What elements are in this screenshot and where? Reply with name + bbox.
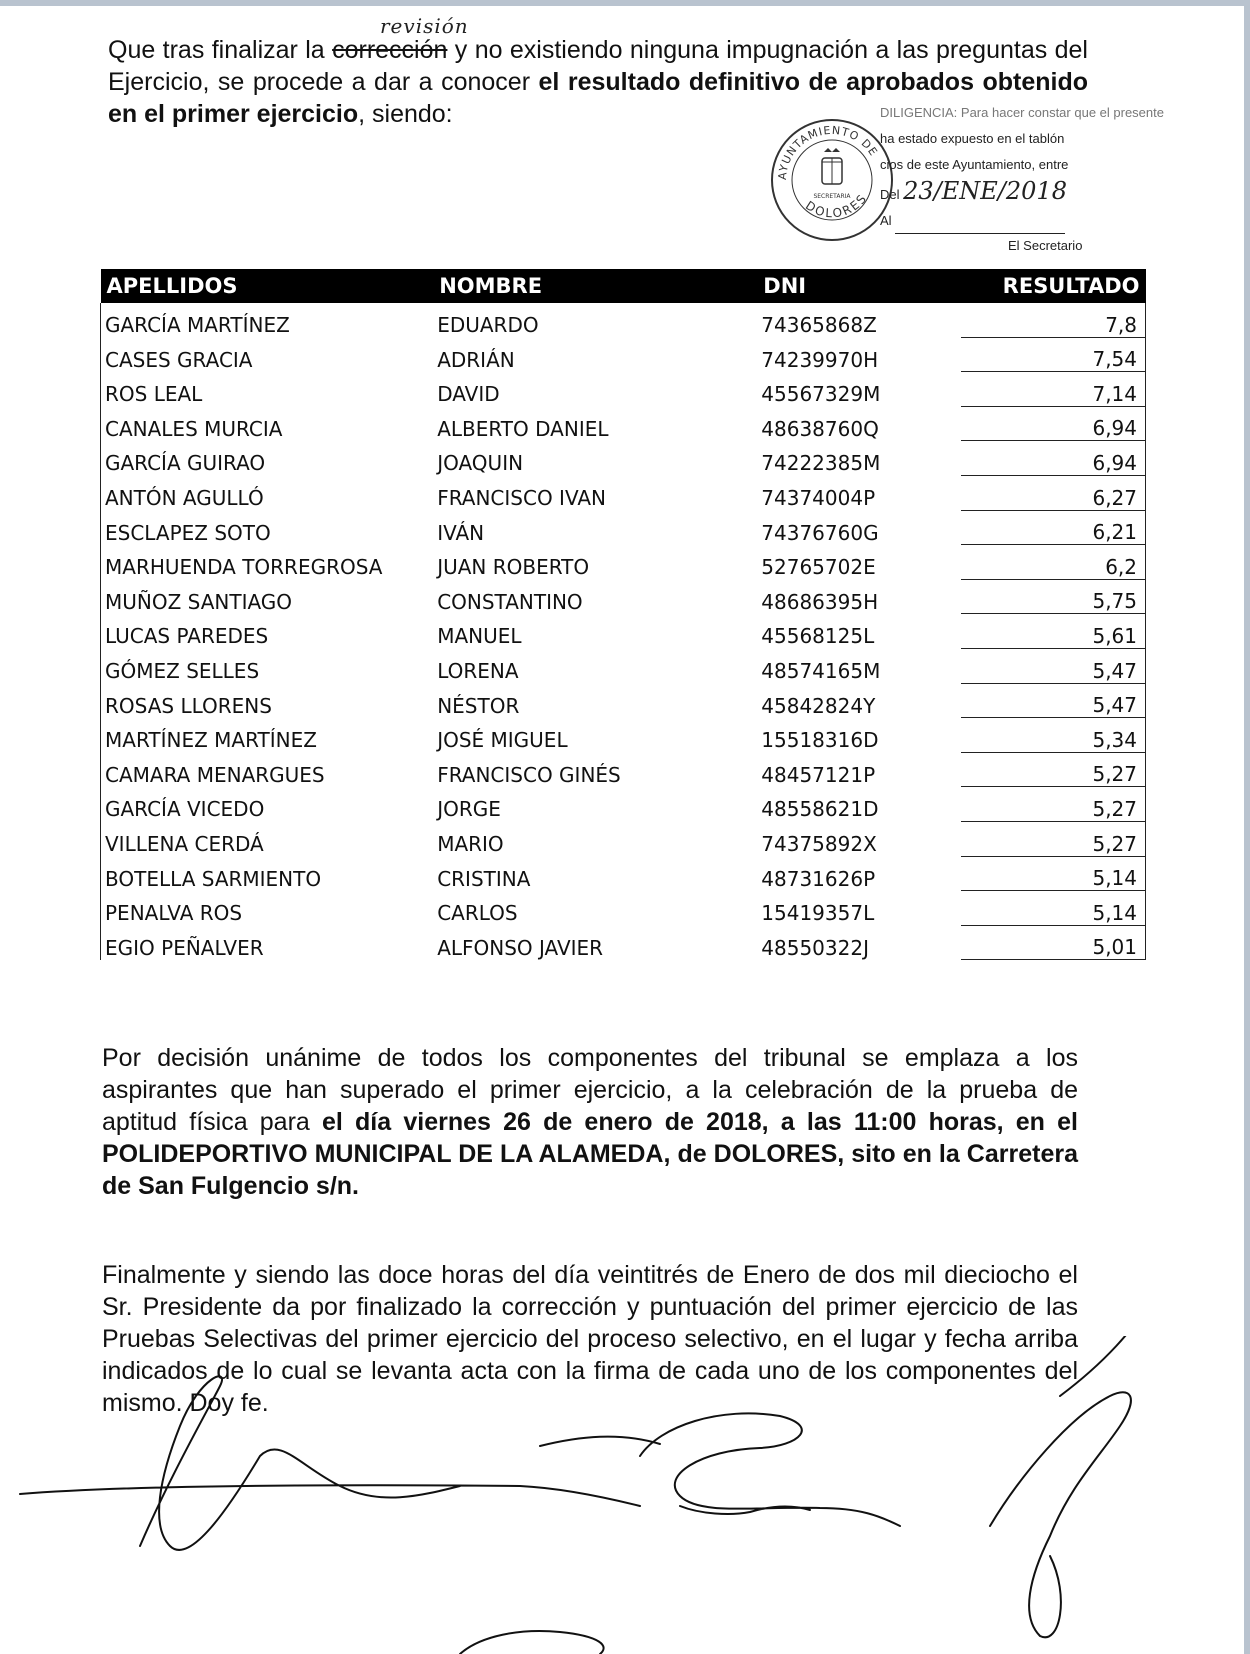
table-row <box>101 856 1146 891</box>
table-row <box>101 303 1146 337</box>
cell-resultado: 5,47 <box>961 683 1145 718</box>
table-row <box>101 545 1146 580</box>
stamp-center-text: SECRETARIA <box>813 193 851 200</box>
table-row <box>101 475 1146 510</box>
table-row <box>101 925 1146 960</box>
table-row <box>101 579 1146 614</box>
cell-apellidos: GARCÍA GUIRAO <box>101 441 434 476</box>
intro-bold: el resultado definitivo de aprobados obtenido en el primer ejercicio <box>108 68 1088 128</box>
table-header-row <box>101 269 1146 303</box>
cell-nombre: JORGE <box>437 797 501 822</box>
cell-nombre: EDUARDO <box>437 313 539 338</box>
cell-nombre: NÉSTOR <box>437 693 520 718</box>
cell-dni: 74239970H <box>761 347 879 372</box>
results-table <box>100 269 1146 960</box>
summons-paragraph <box>102 1042 1078 1202</box>
cell-dni: 15518316D <box>761 728 879 753</box>
cell-apellidos: CANALES MURCIA <box>101 406 434 441</box>
cell-apellidos: MARHUENDA TORREGROSA <box>101 545 434 580</box>
cell-apellidos: CAMARA MENARGUES <box>101 752 434 787</box>
table-row <box>101 372 1146 407</box>
cell-nombre: CONSTANTINO <box>437 589 583 614</box>
cell-nombre: MARIO <box>437 832 504 856</box>
summons-bold: el día viernes 26 de enero de 2018, a las 11:00 horas, en el POLIDEPORTIVO MUNICIPAL DE LA ALAMEDA, de DOLORES, sito en la Carretera de San Fulgencio s/n. <box>102 1108 1078 1200</box>
table-row <box>101 406 1146 441</box>
cell-resultado: 7,8 <box>961 303 1145 337</box>
signature-4 <box>1060 1336 1150 1396</box>
cell-dni: 48558621D <box>761 797 879 822</box>
cell-dni: 74374004P <box>761 486 876 511</box>
cell-resultado: 6,27 <box>961 475 1145 510</box>
cell-apellidos: EGIO PEÑALVER <box>101 925 434 960</box>
cell-resultado: 5,27 <box>961 752 1145 787</box>
cell-resultado: 6,94 <box>961 406 1145 441</box>
cell-resultado: 5,14 <box>961 856 1145 891</box>
table-row <box>101 683 1146 718</box>
cell-resultado: 5,34 <box>961 718 1145 753</box>
cell-resultado: 7,14 <box>961 372 1145 407</box>
intro-text-2: y no existiendo ninguna impugnación a las preguntas del Ejercicio, se procede a dar a conocer <box>108 36 1088 96</box>
cell-apellidos: VILLENA CERDÁ <box>101 821 434 856</box>
signature-5 <box>460 1631 604 1654</box>
table-row <box>101 510 1146 545</box>
table-row <box>101 441 1146 476</box>
cell-dni: 45568125L <box>761 624 875 649</box>
viewer-top-border <box>0 0 1250 6</box>
certificate-line-2: ha estado expuesto en el tablón <box>880 131 1065 146</box>
signatures <box>0 1336 1244 1654</box>
header-resultado: RESULTADO <box>961 269 1145 303</box>
cell-apellidos: PENALVA ROS <box>101 891 434 926</box>
signature-2 <box>540 1413 900 1526</box>
del-label: Del <box>880 187 900 202</box>
cell-resultado: 5,61 <box>961 614 1145 649</box>
cell-resultado: 6,94 <box>961 441 1145 476</box>
cell-dni: 74376760G <box>761 520 879 545</box>
summons-text: Por decisión unánime de todos los componentes del tribunal se emplaza a los aspirantes que han superado el primer ejercicio, a la celebración de la prueba de aptitud física para <box>102 1044 1078 1136</box>
cell-resultado: 6,21 <box>961 510 1145 545</box>
svg-text:AYUNTAMIENTO DE <box>776 124 880 180</box>
table-row <box>101 752 1146 787</box>
cell-apellidos: ROSAS LLORENS <box>101 683 434 718</box>
al-label: Al <box>880 213 892 228</box>
cell-apellidos: ESCLAPEZ SOTO <box>101 510 434 545</box>
cell-apellidos: GÓMEZ SELLES <box>101 648 434 683</box>
cell-dni: 48731626P <box>761 866 876 891</box>
cell-dni: 74222385M <box>761 451 881 476</box>
cell-dni: 52765702E <box>761 555 876 580</box>
municipal-stamp <box>770 118 894 242</box>
viewer-right-border <box>1244 0 1250 1654</box>
cell-apellidos: BOTELLA SARMIENTO <box>101 856 434 891</box>
cell-apellidos: CASES GRACIA <box>101 337 434 372</box>
table-row <box>101 614 1146 649</box>
cell-dni: 74365868Z <box>761 313 877 338</box>
document-page <box>0 6 1244 1654</box>
stamp-top-text: AYUNTAMIENTO DE <box>775 123 881 181</box>
signature-3 <box>990 1392 1131 1637</box>
cell-apellidos: MARTÍNEZ MARTÍNEZ <box>101 718 434 753</box>
table-row <box>101 337 1146 372</box>
cell-dni: 48457121P <box>761 762 876 787</box>
cell-nombre: ADRIÁN <box>437 347 515 372</box>
cell-apellidos: GARCÍA VICEDO <box>101 787 434 822</box>
header-dni: DNI <box>757 269 961 303</box>
cell-nombre: JOSÉ MIGUEL <box>437 728 568 753</box>
stamp-bottom-text: DOLORES <box>802 190 871 221</box>
certificate-line-1: DILIGENCIA: Para hacer constar que el presente <box>880 105 1164 120</box>
cell-resultado: 6,2 <box>961 545 1145 580</box>
cell-dni: 74375892X <box>761 832 877 856</box>
handwritten-date: 23/ENE/2018 <box>903 177 1067 205</box>
intro-text-1: Que tras finalizar la <box>108 36 333 64</box>
cell-apellidos: GARCÍA MARTÍNEZ <box>101 303 434 337</box>
table-row <box>101 648 1146 683</box>
header-nombre: NOMBRE <box>433 269 757 303</box>
closing-paragraph: Finalmente y siendo las doce horas del día veintitrés de Enero de dos mil dieciocho el Sr. Presidente da por finalizado la corrección y puntuación del primer ejercicio de las Pruebas Selectivas del primer ejercicio del proceso selectivo, en el lugar y fecha arriba indicados de lo cual se levanta acta con la firma de cada uno de los componentes del mismo. Doy fe. <box>102 1261 1078 1417</box>
cell-apellidos: MUÑOZ SANTIAGO <box>101 579 434 614</box>
coat-of-arms-icon <box>822 148 842 184</box>
cell-apellidos: LUCAS PAREDES <box>101 614 434 649</box>
certificate-line-3: cios de este Ayuntamiento, entre <box>880 157 1069 172</box>
cell-nombre: IVÁN <box>437 520 485 545</box>
cell-resultado: 5,27 <box>961 821 1145 856</box>
intro-text-3: , siendo: <box>358 100 453 128</box>
al-blank-line <box>895 217 1065 234</box>
cell-resultado: 5,75 <box>961 579 1145 614</box>
cell-nombre: FRANCISCO GINÉS <box>437 762 621 787</box>
cell-apellidos: ANTÓN AGULLÓ <box>101 475 434 510</box>
results-body <box>101 303 1146 960</box>
cell-dni: 48574165M <box>761 659 881 684</box>
cell-resultado: 7,54 <box>961 337 1145 372</box>
cell-nombre: CRISTINA <box>437 866 531 891</box>
cell-dni: 45842824Y <box>761 693 876 718</box>
cell-apellidos: ROS LEAL <box>101 372 434 407</box>
cell-dni: 45567329M <box>761 382 881 407</box>
cell-nombre: MANUEL <box>437 624 522 649</box>
cell-nombre: JOAQUIN <box>437 451 524 476</box>
cell-nombre: FRANCISCO IVAN <box>437 486 606 511</box>
header-apellidos: APELLIDOS <box>101 269 434 303</box>
cell-resultado: 5,01 <box>961 925 1145 960</box>
cell-nombre: ALBERTO DANIEL <box>437 416 609 441</box>
cell-dni: 48686395H <box>761 589 879 614</box>
cell-resultado: 5,47 <box>961 648 1145 683</box>
struck-word: corrección <box>332 36 448 64</box>
cell-nombre: ALFONSO JAVIER <box>437 935 604 960</box>
cell-dni: 48638760Q <box>761 416 879 441</box>
handwritten-correction: revisión <box>380 14 469 38</box>
cell-resultado: 5,14 <box>961 891 1145 926</box>
cell-dni: 48550322J <box>761 935 869 960</box>
secretary-label: El Secretario <box>1008 238 1083 253</box>
cell-dni: 15419357L <box>761 901 875 926</box>
cell-nombre: JUAN ROBERTO <box>437 555 590 580</box>
cell-nombre: DAVID <box>437 382 500 407</box>
cell-resultado: 5,27 <box>961 787 1145 822</box>
cell-nombre: LORENA <box>437 659 519 684</box>
table-row <box>101 787 1146 822</box>
signature-1 <box>20 1376 640 1550</box>
table-row <box>101 821 1146 856</box>
cell-nombre: CARLOS <box>437 901 518 926</box>
table-row <box>101 718 1146 753</box>
exposure-certificate <box>880 100 1220 234</box>
table-row <box>101 891 1146 926</box>
